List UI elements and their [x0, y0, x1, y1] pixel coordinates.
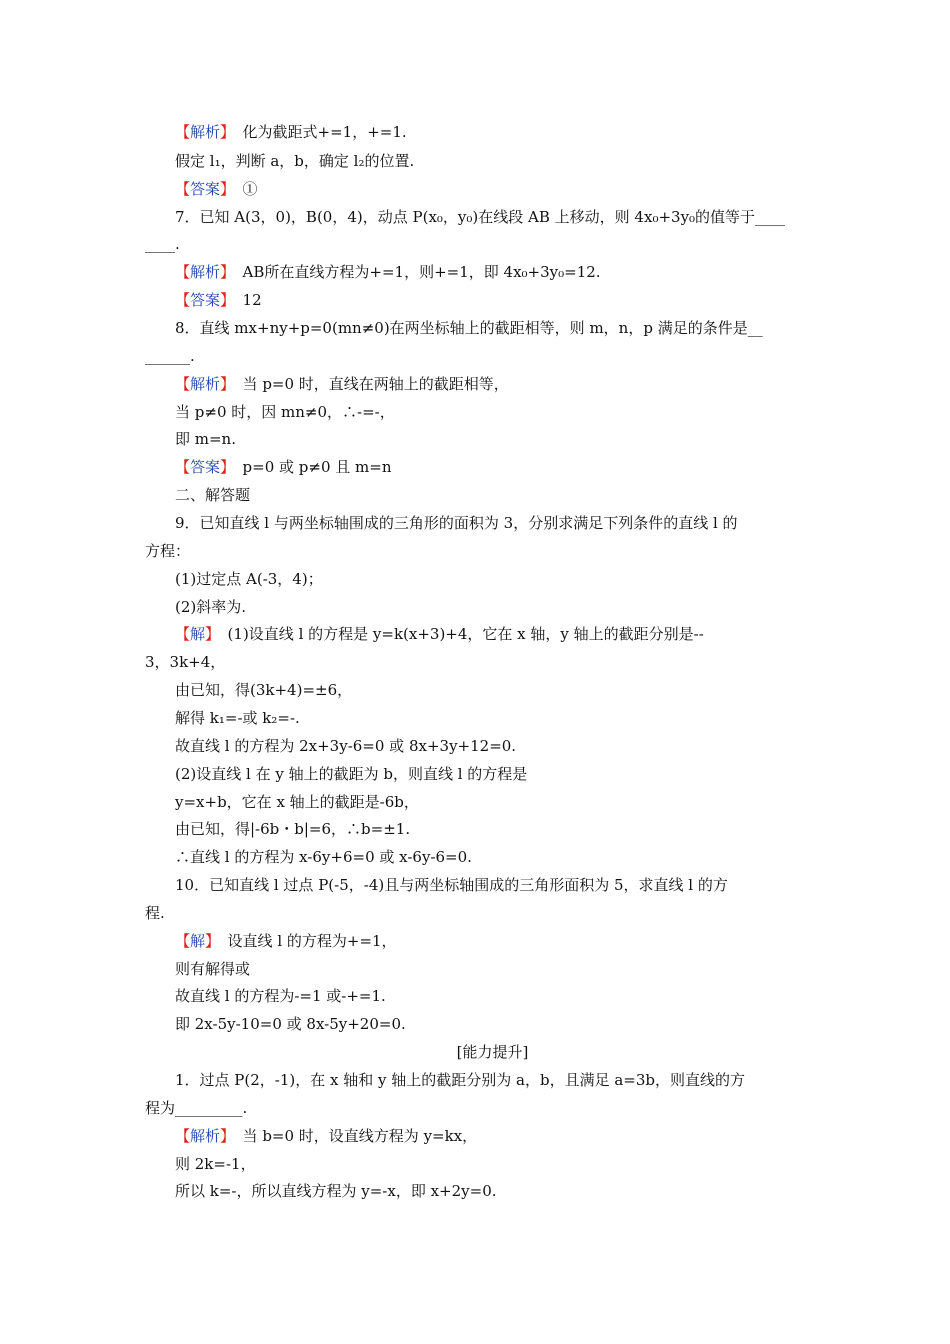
text-line: 故直线 l 的方程为 2x+3y-6=0 或 8x+3y+12=0. — [175, 737, 517, 755]
text-line: 解得 k₁=-或 k₂=-. — [175, 709, 300, 727]
analysis-line: 【解析】 当 p=0 时，直线在两轴上的截距相等， — [175, 375, 509, 393]
text-line: ∴直线 l 的方程为 x-6y+6=0 或 x-6y-6=0. — [175, 848, 472, 866]
text-line: (1)过定点 A(-3，4)； — [175, 570, 323, 588]
text-line: 3，3k+4， — [145, 653, 226, 671]
analysis-line: 【解析】 当 b=0 时，设直线方程为 y=kx， — [175, 1127, 478, 1145]
text-line: 即 m=n. — [175, 430, 236, 448]
text-line: 假定 l₁，判断 a，b，确定 l₂的位置. — [175, 152, 415, 170]
solution-line: 【解】 (1)设直线 l 的方程是 y=k(x+3)+4，它在 x 轴，y 轴上的截距分别是-- — [175, 625, 704, 643]
question-9: 9．已知直线 l 与两坐标轴围成的三角形的面积为 3，分别求满足下列条件的直线 l 的 — [175, 514, 738, 532]
text-line: 程为_________. — [145, 1099, 248, 1117]
text-line: 由已知，得(3k+4)=±6， — [175, 681, 353, 699]
solution-line: 【解】 设直线 l 的方程为+=1， — [175, 932, 397, 950]
text-line: 程. — [145, 904, 165, 922]
text-line: 故直线 l 的方程为-=1 或-+=1. — [175, 987, 386, 1005]
text-line: 由已知，得|-6b・b|=6，∴b=±1. — [175, 820, 411, 838]
text-line: 方程： — [145, 542, 191, 560]
analysis-line: 【解析】 AB所在直线方程为+=1，则+=1，即 4x₀+3y₀=12. — [175, 263, 601, 281]
text-line: 则 2k=-1， — [175, 1155, 256, 1173]
text-line: ____. — [145, 235, 180, 253]
answer-line: 【答案】 p=0 或 p≠0 且 m=n — [175, 458, 392, 476]
question-10: 10．已知直线 l 过点 P(-5，-4)且与两坐标轴围成的三角形面积为 5，求直线 l 的方 — [175, 876, 728, 894]
question-7: 7．已知 A(3，0)，B(0，4)，动点 P(x₀，y₀)在线段 AB 上移动，则 4x₀+3y₀的值等于____ — [175, 208, 786, 226]
section-heading: 二、解答题 — [175, 486, 251, 504]
text-line: y=x+b，它在 x 轴上的截距是-6b， — [175, 793, 419, 811]
text-line: (2)斜率为. — [175, 598, 247, 616]
text-line: 当 p≠0 时，因 mn≠0，∴-=-， — [175, 403, 395, 421]
text-line: (2)设直线 l 在 y 轴上的截距为 b，则直线 l 的方程是 — [175, 765, 528, 783]
text-line: 所以 k=-，所以直线方程为 y=-x，即 x+2y=0. — [175, 1182, 497, 1200]
question-8: 8．直线 mx+ny+p=0(mn≠0)在两坐标轴上的截距相等，则 m，n，p 满足的条件是__ — [175, 319, 763, 337]
question-1: 1．过点 P(2，-1)，在 x 轴和 y 轴上的截距分别为 a，b，且满足 a=3b，则直线的方 — [175, 1071, 746, 1089]
analysis-line: 【解析】 化为截距式+=1，+=1. — [175, 123, 407, 141]
answer-line: 【答案】 ① — [175, 180, 258, 198]
section-heading: [能力提升] — [456, 1043, 529, 1061]
text-line: 则有解得或 — [175, 960, 251, 978]
text-line: ______. — [145, 347, 195, 365]
answer-line: 【答案】 12 — [175, 291, 262, 309]
text-line: 即 2x-5y-10=0 或 8x-5y+20=0. — [175, 1015, 406, 1033]
